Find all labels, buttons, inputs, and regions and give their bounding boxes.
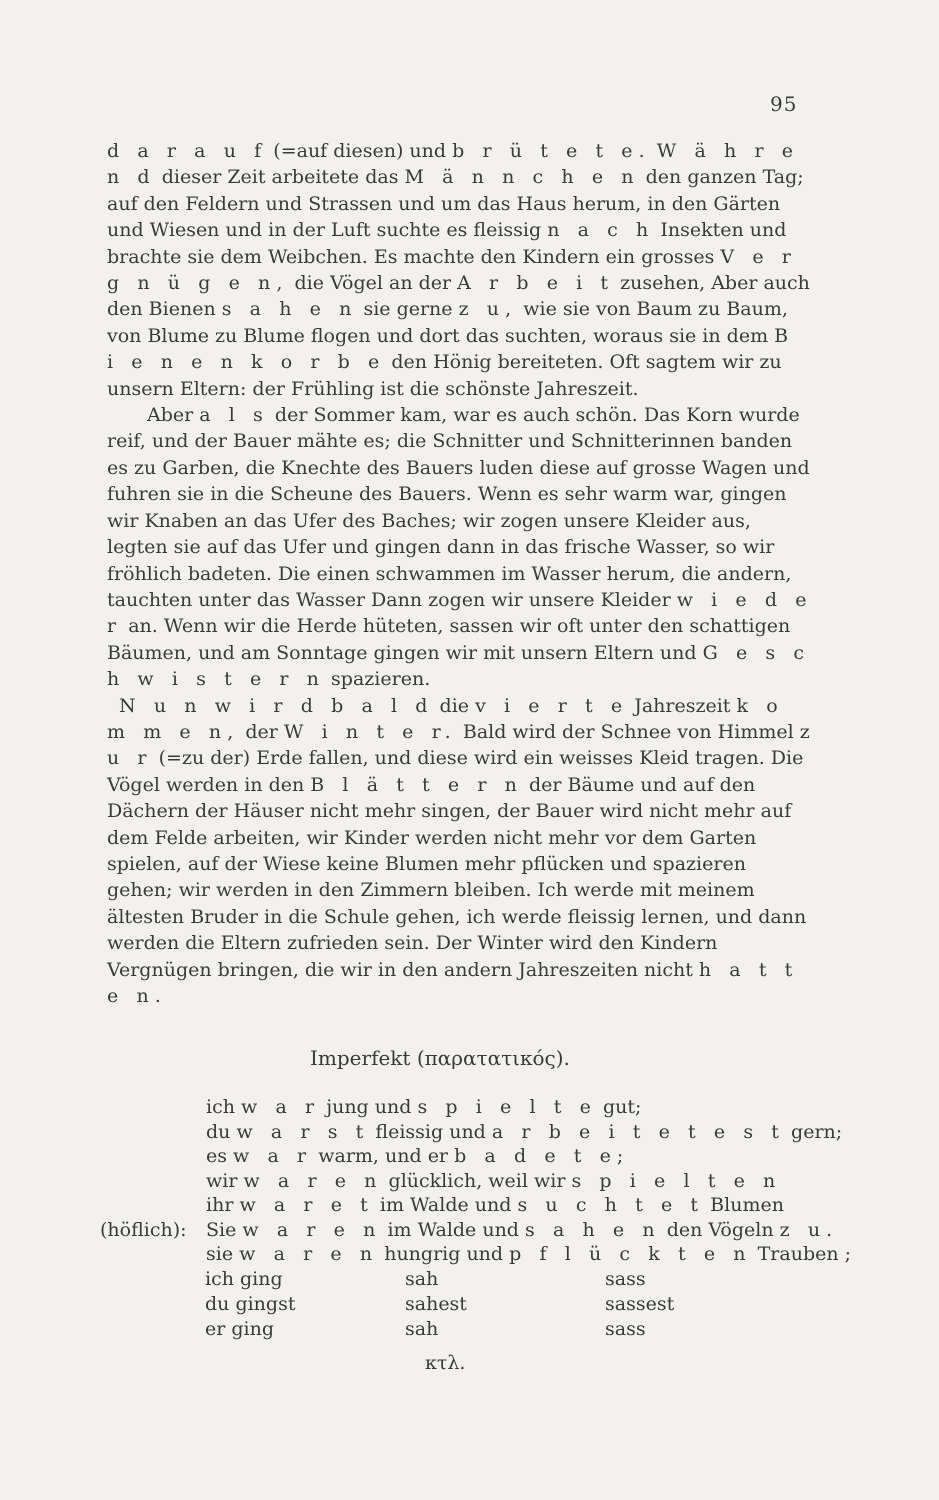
text-run: jung und — [320, 1096, 418, 1118]
spaced-word: w i e d e r — [107, 588, 813, 638]
row-text — [206, 1169, 781, 1194]
spaced-word: w a r s t — [236, 1120, 370, 1143]
etc-abbreviation: κτλ. — [425, 1352, 466, 1374]
paragraph-winter — [107, 693, 817, 1010]
spaced-word: a r b e i t e t e s t — [491, 1120, 786, 1143]
spaced-word: A r b e i t — [457, 272, 615, 295]
spaced-word: w a r e n — [243, 1169, 383, 1192]
text-run: sie — [206, 1243, 240, 1265]
spaced-word: N u n w i r d b a l d — [119, 694, 434, 717]
spaced-word: z u r — [107, 720, 816, 770]
conjugation-row — [107, 1120, 847, 1145]
text-run: Insekten und brachte sie dem Weibchen. Es machte den Kindern ein grosses — [107, 219, 787, 268]
form-sitzen: sassest — [605, 1293, 675, 1315]
spaced-word: s a h e n — [221, 298, 358, 321]
text-run: an. Wenn wir die Herde hüteten, sassen wir oft unter den schattigen Bäumen, und am Sonntage gingen wir mit unsern Eltern und — [107, 615, 791, 664]
paragraph-summer — [107, 402, 817, 692]
text-run: ich — [206, 1096, 241, 1118]
form-gehen: er ging — [205, 1318, 275, 1340]
spaced-word: n a c h — [547, 219, 655, 242]
form-gehen: ich ging — [205, 1268, 283, 1290]
spaced-word: B i e n e n k o r b e — [107, 324, 795, 374]
text-run: wir — [206, 1169, 244, 1192]
spaced-word: z u. — [779, 1218, 839, 1241]
text-run: gut; — [596, 1096, 642, 1118]
verb-forms-table — [205, 1267, 725, 1342]
row-text — [206, 1144, 629, 1169]
spaced-word: W i n t e r. — [283, 720, 457, 743]
spaced-word: a l s — [199, 404, 269, 427]
spaced-word: p f l ü c k t e n — [509, 1243, 752, 1265]
text-run: der — [239, 720, 284, 743]
text-run: Jahreszeit — [628, 694, 737, 717]
conjugation-table — [100, 1095, 852, 1267]
text-run: die Vögel an der — [288, 272, 458, 295]
spaced-word: w a r e n — [239, 1243, 379, 1265]
form-sehen: sahest — [405, 1293, 467, 1315]
conjugation-row — [107, 1095, 847, 1120]
text-run: Bald wird der Schnee von Himmel — [456, 720, 800, 743]
form-sehen: sah — [405, 1318, 439, 1340]
text-run: den Hönig bereiteten. Oft sagtem wir zu unsern Eltern: der Frühling ist die schönste Jahreszeit. — [107, 351, 782, 400]
spaced-word: s u c h t e t — [517, 1194, 705, 1216]
text-run: fleissig und — [369, 1120, 492, 1143]
spaced-word: w a r e n — [242, 1218, 382, 1241]
verb-forms-row — [205, 1317, 725, 1342]
spaced-word: w a r — [241, 1096, 321, 1118]
text-run: dieser Zeit arbeitete das — [155, 166, 405, 189]
body-text — [107, 138, 817, 1009]
text-run: Aber — [147, 404, 200, 427]
spaced-word: W ä h r e n d — [107, 140, 800, 189]
text-run: sie gerne — [357, 298, 459, 321]
spaced-word: s a h e n — [525, 1218, 661, 1241]
text-run: spazieren. — [325, 668, 431, 691]
text-run: der Bäume und auf den Dächern der Häuser nicht mehr singen, der Bauer wird nicht mehr auf dem Felde arbeiten, wir Kinder werden nicht mehr vor dem Garten spielen, auf der Wiese keine Blumen mehr pflücken und spazieren gehen; wir werden in den Zimmern bleiben. Ich werde mit meinem ältesten Bruder in die Schule gehen, ich werde fleissig lernen, und dann werden die Eltern zufrieden sein. Der Winter wird den Kindern Vergnügen bringen, die wir in den andern Jahreszeiten nicht — [107, 773, 807, 981]
row-text — [206, 1120, 842, 1145]
spaced-word: V e r g n ü g e n, — [107, 245, 797, 295]
text-run: hungrig und — [378, 1243, 510, 1265]
text-run: warm, und er — [312, 1145, 455, 1167]
spaced-word: k o m m e n, — [107, 694, 784, 743]
form-gehen: du gingst — [205, 1293, 296, 1315]
spaced-word: M ä n n c h e n — [404, 166, 640, 189]
text-run: den ganzen Tag; auf den Feldern und Strassen und um das Haus herum, in den Gärten und Wiesen und in der Luft suchte es fleissig — [107, 166, 804, 242]
spaced-word: s p i e l t e n — [571, 1169, 782, 1192]
row-text — [206, 1218, 838, 1243]
text-run: wie sie von Baum zu Baum, von Blume zu Blume flogen und dort das suchten, woraus sie in dem — [107, 298, 788, 347]
spaced-word: w a r — [233, 1145, 313, 1167]
text-run: (=auf diesen) und — [267, 140, 453, 162]
text-run: im Walde und — [381, 1218, 526, 1241]
row-text — [206, 1193, 784, 1218]
conjugation-row — [107, 1193, 847, 1218]
text-run: der Sommer kam, war es auch schön. Das Korn wurde reif, und der Bauer mähte es; die Schnitter und Schnitterinnen banden es zu Garben, die Knechte des Bauers luden diese auf grosse Wagen und fuhren sie in die Scheune des Bauers. Wenn es sehr warm war, gingen wir Knaben an das Ufer des Baches; wir zogen unsere Kleider aus, legten sie auf das Ufer und gingen dann in das frische Wasser, so wir fröhlich badeten. Die einen schwammen im Wasser herum, die andern, tauchten unter das Wasser Dann zogen wir unsere Kleider — [107, 404, 810, 611]
verb-forms-row — [205, 1267, 725, 1292]
spaced-word: B l ä t t e r n — [310, 773, 523, 796]
form-sitzen: sass — [605, 1268, 646, 1290]
text-run: Blumen — [704, 1194, 784, 1216]
spaced-word: b r ü t e t e. — [452, 140, 651, 162]
spaced-word: b a d e t e; — [454, 1145, 630, 1167]
row-text — [206, 1242, 851, 1267]
spaced-word: z u, — [458, 298, 518, 321]
text-run: die — [433, 694, 476, 717]
spaced-word: h a t t e n. — [107, 958, 799, 1007]
text-run: im Walde und — [373, 1194, 518, 1216]
spaced-word: v i e r t e — [475, 694, 629, 717]
conjugation-row — [107, 1169, 847, 1194]
page-number: 95 — [770, 92, 798, 116]
row-text — [206, 1095, 641, 1120]
text-run: es — [206, 1145, 234, 1167]
text-run: Trauben ; — [751, 1243, 852, 1265]
form-sehen: sah — [405, 1268, 439, 1290]
text-run: den Vögeln — [660, 1218, 780, 1241]
text-run: gern; — [785, 1120, 843, 1143]
conjugation-row — [100, 1218, 847, 1243]
paragraph-spring — [107, 138, 817, 402]
text-run: zusehen, Aber auch den Bienen — [107, 272, 810, 321]
text-run: glücklich, weil wir — [382, 1169, 572, 1192]
text-run: du — [206, 1120, 237, 1143]
conjugation-row — [107, 1242, 852, 1267]
row-note: (höflich): — [100, 1218, 187, 1241]
text-run: ihr — [206, 1194, 240, 1216]
spaced-word: w a r e t — [239, 1194, 374, 1216]
conjugation-row — [107, 1144, 847, 1169]
verb-forms-row — [205, 1292, 725, 1317]
text-run: (=zu der) Erde fallen, und diese wird ein weisses Kleid tragen. Die Vögel werden in den — [107, 747, 804, 796]
text-run: Sie — [206, 1218, 243, 1241]
spaced-word: d a r a u f — [107, 140, 268, 162]
section-heading: Imperfekt (παρατατικός). — [310, 1046, 570, 1070]
form-sitzen: sass — [605, 1318, 646, 1340]
spaced-word: G e s c h w i s t e r n — [107, 641, 811, 691]
spaced-word: s p i e l t e — [417, 1096, 597, 1118]
